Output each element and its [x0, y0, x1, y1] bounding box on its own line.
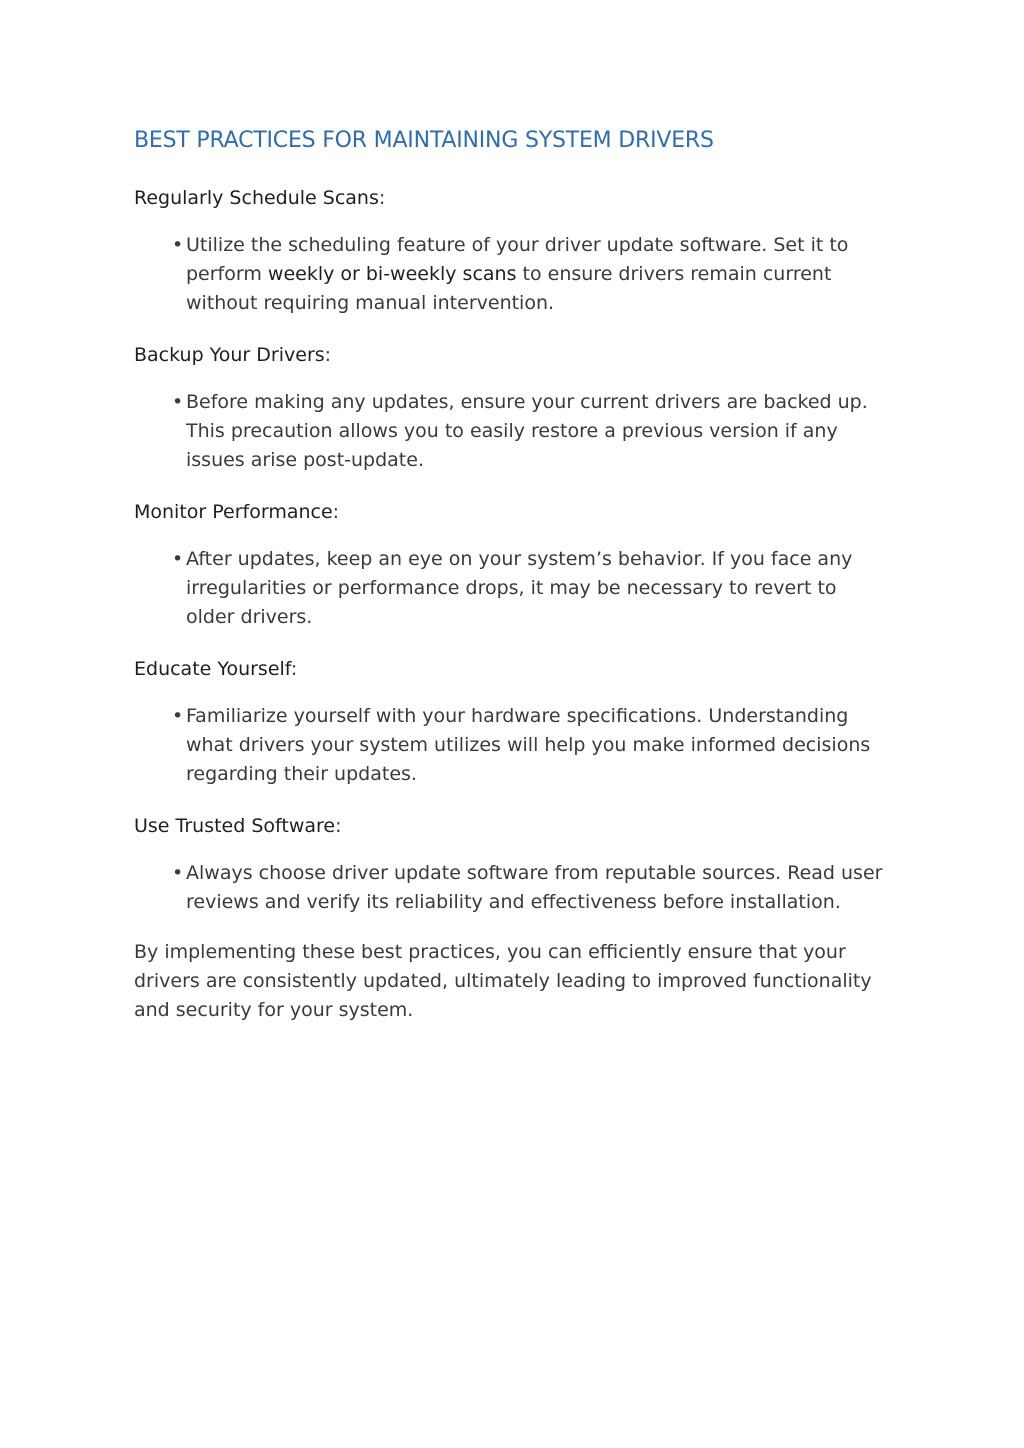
bullet-marker: • [172, 391, 184, 413]
list-item-text: Utilize the scheduling feature of your driver update software. Set it to perform [186, 234, 849, 285]
document-page [134, 124, 886, 1025]
list-item [172, 388, 886, 475]
section-heading-colon: : [324, 344, 332, 366]
list-item-text: After updates, keep an eye on your system’s behavior. If you face any irregularities or performance drops, it may be necessary to revert to older drivers. [186, 548, 853, 628]
bullet-list [134, 545, 886, 632]
document-title: BEST PRACTICES FOR MAINTAINING SYSTEM DRIVERS [134, 128, 714, 153]
list-item-emphasis: weekly or bi-weekly scans [267, 263, 517, 285]
bullet-marker: • [172, 234, 184, 256]
section-heading-label: Backup Your Drivers [134, 344, 325, 366]
section-heading [134, 340, 886, 370]
section-heading-label: Monitor Performance [134, 501, 333, 523]
list-item-text: Familiarize yourself with your hardware specifications. Understanding what drivers your system utilizes will help you make informed decisions regarding their updates. [186, 705, 871, 785]
bullet-marker: • [172, 705, 184, 727]
section-heading [134, 183, 886, 213]
list-item [172, 702, 886, 789]
section-heading-colon: : [332, 501, 340, 523]
bullet-marker: • [172, 862, 184, 884]
section-heading-colon: : [335, 815, 342, 837]
bullet-marker: • [172, 548, 184, 570]
list-item-text: Before making any updates, ensure your current drivers are backed up. This precaution allows you to easily restore a previous version if any issues arise post-update. [186, 391, 868, 471]
conclusion-paragraph: By implementing these best practices, you can efficiently ensure that your drivers are consistently updated, ultimately leading to improved functionality and security for your system. [134, 941, 872, 1021]
list-item [172, 859, 886, 917]
section-heading-colon: : [378, 187, 386, 209]
section-heading-colon: : [290, 658, 298, 680]
bullet-list [134, 859, 886, 917]
list-item [172, 231, 886, 318]
list-item [172, 545, 886, 632]
list-item-text-after: to ensure drivers remain current without requiring manual intervention. [186, 263, 832, 314]
section-heading-label: Use Trusted Software [134, 815, 336, 837]
section-heading [134, 497, 886, 527]
list-item-text: Always choose driver update software from reputable sources. Read user reviews and verify its reliability and effectiveness before installation. [186, 862, 883, 913]
bullet-list [134, 388, 886, 475]
section-heading [134, 654, 886, 684]
section-heading-label: Educate Yourself [134, 658, 291, 680]
bullet-list [134, 702, 886, 789]
bullet-list [134, 231, 886, 318]
section-heading [134, 811, 886, 841]
section-heading-label: Regularly Schedule Scans [134, 187, 379, 209]
